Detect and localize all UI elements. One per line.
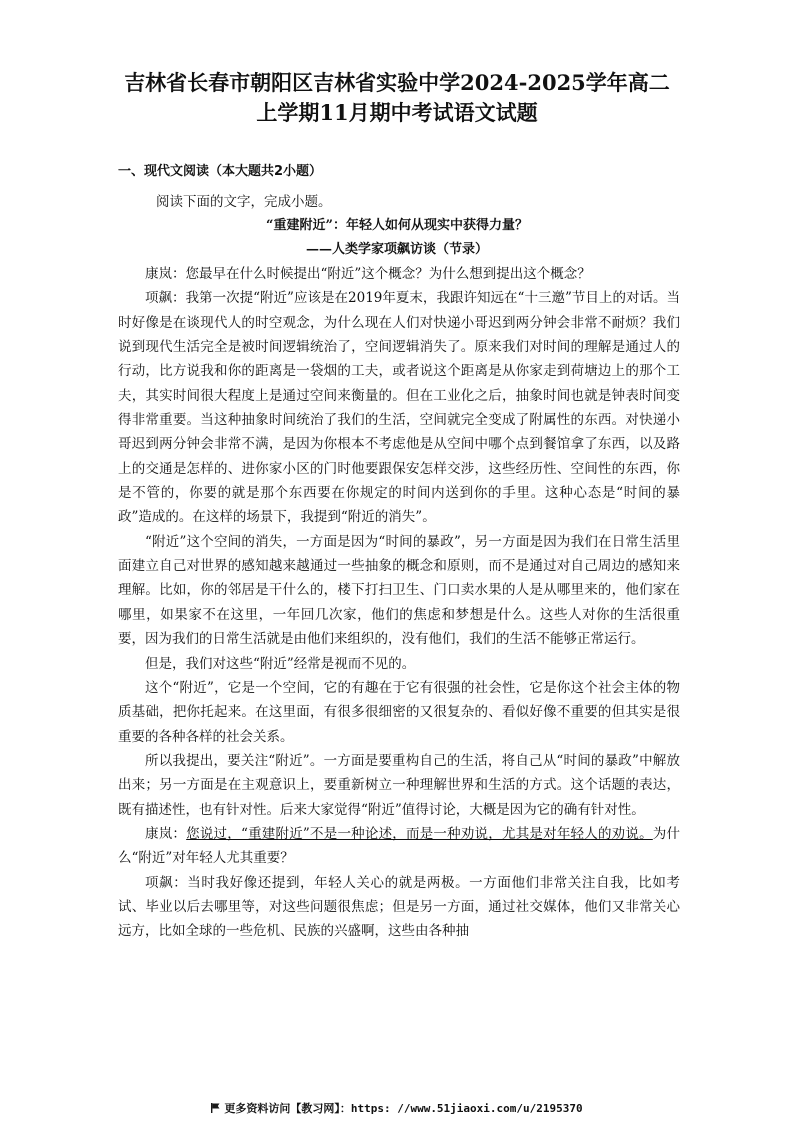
- reading-instruction: 阅读下面的文字，完成小题。: [156, 194, 332, 210]
- exam-title-line-1: 吉林省长春市朝阳区吉林省实验中学2024-2025学年高二: [124, 70, 670, 95]
- article-body: [118, 262, 680, 944]
- paragraph-a1-cont: “附近”这个空间的消失，一方面是因为“时间的暴政”，另一方面是因为我们在日常生活里面建立自己对世界的感知越来越通过一些抽象的概念和原则，而不是通过对自己周边的感知来理解。比如，你的邻居是干什么的，楼下打扫卫生、门口卖水果的人是从哪里来的，他们家在哪里，如果家不在这里，一年回几次家，他们的焦虑和梦想是什么。这些人对你的生活很重要，因为我们的日常生活就是由他们来组织的，没有他们，我们的生活不能够正常运行。: [118, 533, 680, 648]
- article-subtitle: ——人类学家项飙访谈（节录）: [305, 242, 488, 257]
- footer-link[interactable]: [0, 1100, 794, 1116]
- section-heading: 一、现代文阅读（本大题共2小题）: [118, 164, 323, 179]
- paragraph-a1-short: 但是，我们对这些“附近”经常是视而不见的。: [145, 655, 416, 672]
- q2-rest: 为什么“附近”对年轻人尤其重要？: [118, 825, 681, 867]
- paragraph-q1: 康岚：您最早在什么时候提出“附近”这个概念？为什么想到提出这个概念？: [145, 266, 591, 282]
- paragraph-a1: 项飙：我第一次提“附近”应该是在2019年夏末，我跟许知远在“十三邀”节目上的对话。当时好像是在谈现代人的时空观念，为什么现在人们对快递小哥迟到两分钟会非常不耐烦？我们说到现代生活完全是被时间逻辑统治了，空间逻辑消失了。原来我们对时间的理解是通过人的行动，比方说我和你的距离是一袋烟的工夫，或者说这个距离是从你家走到荷塘边上的那个工夫，其实时间很大程度上是通过空间来衡量的。但在工业化之后，抽象时间也就是钟表时间变得非常重要。当这种抽象时间统治了我们的生活，空间就完全变成了附属性的东西。对快递小哥迟到两分钟会非常不满，是因为你根本不考虑他是从空间中哪个点到餐馆拿了东西，以及路上的交通是怎样的、进你家小区的门时他要跟保安怎样交涉，这些经历性、空间性的东西，你是不管的，你要的就是那个东西要在你规定的时间内送到你的手里。这种心态是“时间的暴政”造成的。在这样的场景下，我提到“附近的消失”。: [118, 290, 680, 526]
- paragraph-a1-space: 这个“附近”，它是一个空间，它的有趣在于它有很强的社会性，它是你这个社会主体的物质基础，把你托起来。在这里面，有很多很细密的又很复杂的、看似好像不重要的但其实是很重要的各种各样的社会关系。: [118, 679, 680, 745]
- paragraph-q2: [118, 822, 680, 871]
- q2-speaker: 康岚：: [145, 825, 187, 842]
- article-title: “重建附近”：年轻人如何从现实中获得力量？: [266, 218, 528, 233]
- exam-title: [60, 68, 734, 128]
- flag-icon: [211, 1103, 220, 1113]
- q2-underlined-text: 您说过，“重建附近”不是一种论述，而是一种劝说，尤其是对年轻人的劝说。: [186, 825, 653, 842]
- paragraph-a2: 项飙：当时我好像还提到，年轻人关心的就是两极。一方面他们非常关注自我，比如考试、毕业以后去哪里等，对这些问题很焦虑；但是另一方面，通过社交媒体，他们又非常关心远方，比如全球的一些危机、民族的兴盛啊，这些由各种抽: [118, 874, 680, 940]
- footer-text: 更多资料访问【教习网】：https: //www.51jiaoxi.com/u/2195370: [224, 1102, 583, 1115]
- paragraph-a1-focus: 所以我提出，要关注“附近”。一方面是要重构自己的生活，将自己从“时间的暴政”中解放出来；另一方面是在主观意识上，要重新树立一种理解世界和生活的方式。这个话题的表达，既有描述性，也有针对性。后来大家觉得“附近”值得讨论，大概是因为它的确有针对性。: [118, 752, 680, 818]
- exam-title-line-2: 上学期11月期中考试语文试题: [256, 100, 538, 125]
